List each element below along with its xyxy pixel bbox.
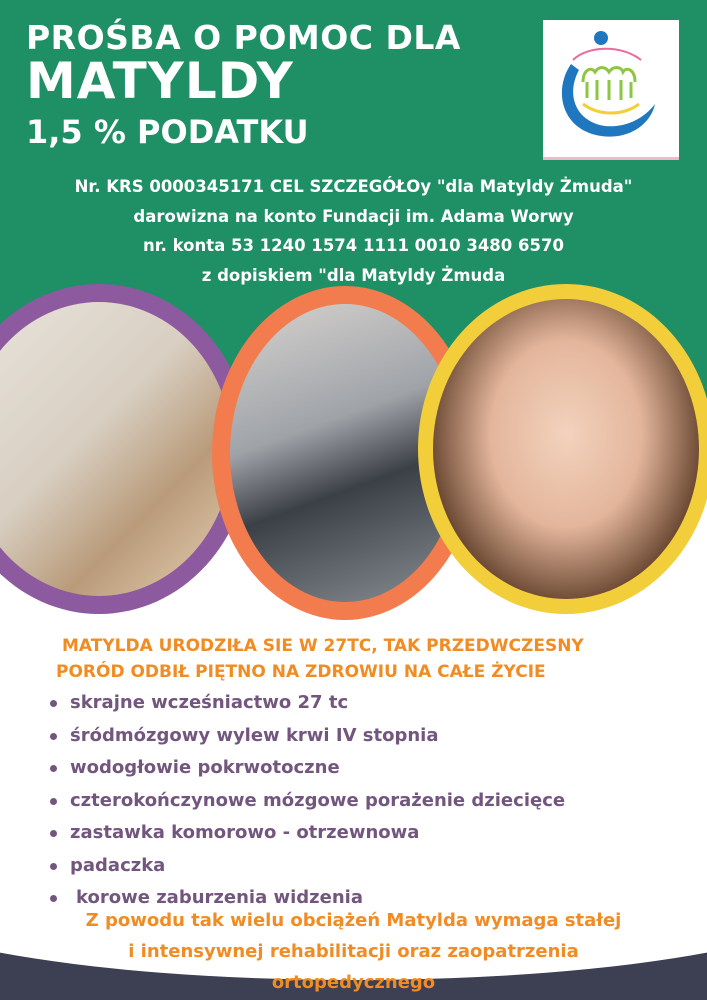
child-photo-sitting (0, 302, 232, 596)
title-tax-percent: 1,5 % PODATKU (26, 113, 309, 151)
bullet-icon (50, 830, 57, 837)
photo-frame-yellow (418, 284, 707, 614)
foundation-logo (543, 20, 679, 160)
bullet-icon (50, 765, 57, 772)
conditions-list (50, 688, 565, 916)
list-item: zastawka komorowo - otrzewnowa (50, 818, 565, 851)
bullet-icon (50, 700, 57, 707)
closing-line-1: Z powodu tak wielu obciążeń Matylda wymaga stałej (85, 910, 622, 931)
closing-line-3: ortopedycznego (271, 972, 436, 993)
title-name: MATYLDY (26, 52, 294, 110)
bullet-icon (50, 895, 57, 902)
headline-line-2: PORÓD ODBIŁ PIĘTNO NA ZDROWIU NA CAŁE ŻYCIE (56, 662, 546, 682)
title-line-1: PROŚBA O POMOC DLA (26, 18, 461, 57)
child-photo-smiling (433, 299, 699, 599)
transfer-note: z dopiskiem "dla Matyldy Żmuda (201, 266, 506, 285)
headline-line-1: MATYLDA URODZIŁA SIE W 27TC, TAK PRZEDWCZESNY (62, 636, 584, 656)
account-number: nr. konta 53 1240 1574 1111 0010 3480 6570 (143, 236, 564, 255)
foundation-logo-icon (543, 20, 679, 157)
closing-line-2: i intensywnej rehabilitacji oraz zaopatrzenia (128, 941, 579, 962)
bullet-icon (50, 733, 57, 740)
list-item: śródmózgowy wylew krwi IV stopnia (50, 721, 565, 754)
list-item: czterokończynowe mózgowe porażenie dziecięce (50, 786, 565, 819)
list-item: skrajne wcześniactwo 27 tc (50, 688, 565, 721)
donation-info: darowizna na konto Fundacji im. Adama Worwy (133, 207, 574, 226)
list-item: korowe zaburzenia widzenia (50, 883, 565, 916)
krs-info: Nr. KRS 0000345171 CEL SZCZEGÓŁOy "dla Matyldy Żmuda" (74, 177, 633, 196)
list-item: padaczka (50, 851, 565, 884)
list-item: wodogłowie pokrwotoczne (50, 753, 565, 786)
bullet-icon (50, 798, 57, 805)
bullet-icon (50, 863, 57, 870)
